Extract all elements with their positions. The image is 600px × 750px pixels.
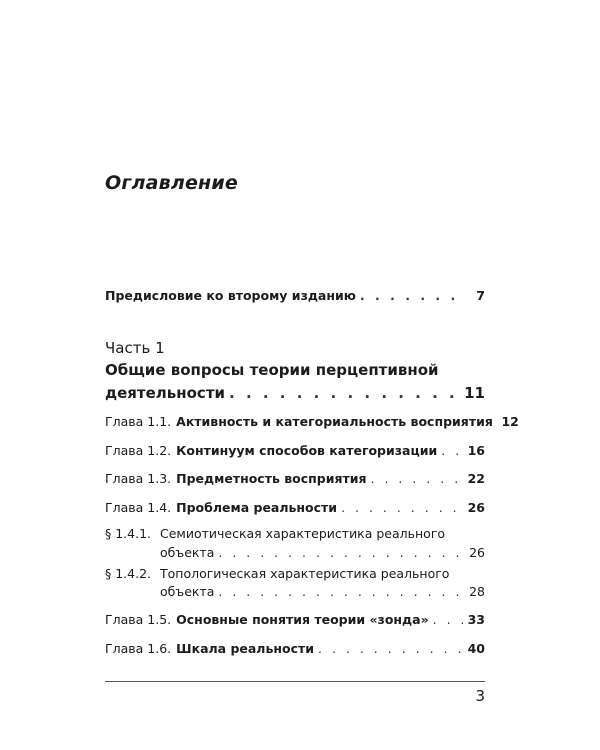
toc-entry-page: 22 [467, 471, 485, 486]
chapter-prefix: Глава 1.6. [105, 641, 172, 656]
toc-entry-page: 7 [476, 288, 485, 303]
chapter-title: Континуум способов категоризации [176, 443, 438, 458]
chapter-prefix: Глава 1.3. [105, 471, 172, 486]
toc-entry-page: 16 [467, 443, 485, 458]
toc-entry-section-1-4-2-line1[interactable] [105, 566, 449, 582]
dot-leader [318, 641, 463, 657]
toc-entry-chapter-1-3[interactable] [105, 471, 485, 487]
dot-leader [433, 612, 463, 628]
dot-leader [229, 383, 460, 403]
toc-entry-chapter-1-2[interactable] [105, 443, 485, 459]
dot-leader [341, 500, 463, 516]
chapter-prefix: Глава 1.5. [105, 612, 172, 627]
dot-leader [218, 545, 463, 561]
part-label: Часть 1 [105, 339, 165, 357]
toc-entry-page: 40 [467, 641, 485, 656]
chapter-title: Шкала реальности [176, 641, 315, 656]
dot-leader [441, 443, 463, 459]
toc-entry-part[interactable] [105, 383, 485, 403]
toc-entry-page: 11 [464, 384, 485, 402]
toc-entry-section-1-4-1-line2[interactable] [160, 545, 485, 561]
toc-entry-section-1-4-2-line2[interactable] [160, 584, 485, 600]
toc-entry-page: 12 [501, 414, 519, 429]
chapter-title: Проблема реальности [176, 500, 338, 515]
part-title-line2: деятельности [105, 384, 226, 402]
toc-entry-page: 26 [467, 500, 485, 515]
chapter-title: Предметность восприятия [176, 471, 367, 486]
toc-entry-label: Предисловие ко второму изданию [105, 288, 356, 303]
footer-divider [105, 681, 485, 682]
toc-entry-page: 28 [469, 584, 485, 599]
toc-entry-chapter-1-5[interactable] [105, 612, 485, 628]
chapter-title: Основные понятия теории «зонда» [176, 612, 429, 627]
section-prefix: § 1.4.2. [105, 566, 152, 581]
page-number: 3 [475, 687, 485, 705]
chapter-title: Активность и категориальность восприятия [176, 414, 493, 429]
chapter-prefix: Глава 1.4. [105, 500, 172, 515]
toc-entry-chapter-1-4[interactable] [105, 500, 485, 516]
toc-entry-section-1-4-1-line1[interactable] [105, 526, 445, 542]
section-title-line1: Топологическая характеристика реального [160, 566, 450, 581]
part-title-line1: Общие вопросы теории перцептивной [105, 361, 439, 379]
toc-title: Оглавление [105, 172, 238, 194]
toc-entry-chapter-1-1[interactable] [105, 414, 519, 430]
section-title-line1: Семиотическая характеристика реального [160, 526, 446, 541]
chapter-prefix: Глава 1.2. [105, 443, 172, 458]
toc-entry-page: 26 [469, 545, 485, 560]
section-title-line2: объекта [160, 584, 215, 599]
toc-entry-page: 33 [467, 612, 485, 627]
dot-leader [360, 288, 463, 304]
toc-entry-chapter-1-6[interactable] [105, 641, 485, 657]
dot-leader [218, 584, 463, 600]
chapter-prefix: Глава 1.1. [105, 414, 172, 429]
toc-entry-preface[interactable] [105, 288, 485, 304]
section-title-line2: объекта [160, 545, 215, 560]
dot-leader [371, 471, 463, 487]
section-prefix: § 1.4.1. [105, 526, 152, 541]
